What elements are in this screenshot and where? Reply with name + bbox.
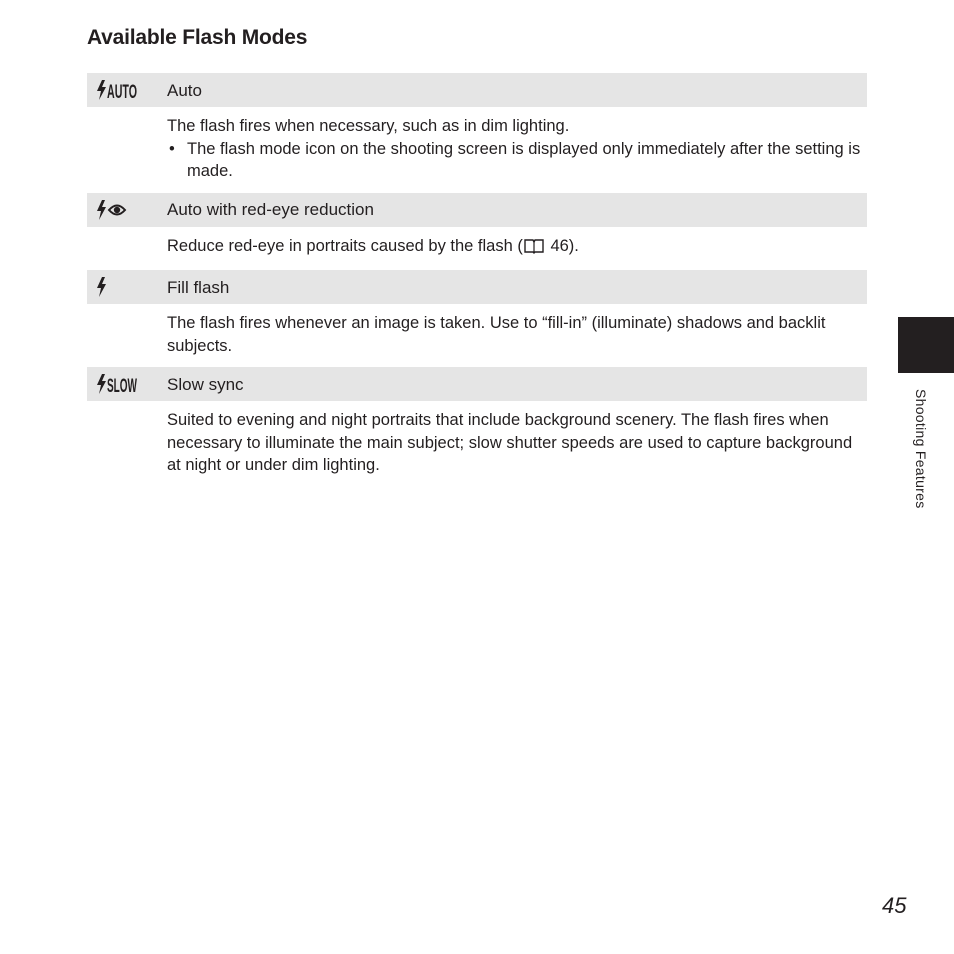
mode-description-red-eye: Reduce red-eye in portraits caused by the flash ( 46). [167,235,867,261]
svg-text:SLOW: SLOW [107,376,138,397]
mode-name-slow-sync: Slow sync [167,374,244,394]
page-number: 45 [882,893,907,918]
mode-name-red-eye: Auto with red-eye reduction [167,200,374,219]
bullet-text: The flash mode icon on the shooting screen is displayed only immediately after the setting is made. [187,139,861,180]
mode-name-auto: Auto [167,80,202,100]
section-label: Shooting Features [913,389,929,509]
mode-name-fill-flash: Fill flash [167,277,230,297]
flash-mode-table [87,73,867,487]
flash-slow-sync-icon [87,367,167,401]
mode-header-fill-flash [87,270,867,304]
section-tab-marker [898,317,954,373]
flash-red-eye-icon [87,193,167,227]
svg-text:AUTO: AUTO [107,82,137,103]
mode-header-auto [87,73,867,107]
mode-header-red-eye [87,193,867,227]
mode-body-slow-sync [87,401,867,487]
mode-description-fill-flash: The flash fires whenever an image is taken. Use to “fill-in” (illuminate) shadows and backlit subjects. [167,314,826,355]
mode-description-slow-sync: Suited to evening and night portraits that include background scenery. The flash fires when necessary to illuminate the main subject; slow shutter speeds are used to capture background at night or under dim lighting. [167,411,853,474]
book-reference-icon [524,238,544,261]
mode-body-fill-flash [87,304,867,367]
flash-fill-icon [87,270,167,304]
mode-body-auto [87,107,867,193]
mode-body-red-eye [87,227,867,271]
list-item [167,138,867,183]
page-title: Available Flash Modes [87,26,308,49]
mode-description-auto: The flash fires when necessary, such as in dim lighting. [167,117,570,135]
mode-header-slow-sync [87,367,867,401]
bullet-icon: • [169,139,175,158]
flash-auto-icon [87,73,167,107]
